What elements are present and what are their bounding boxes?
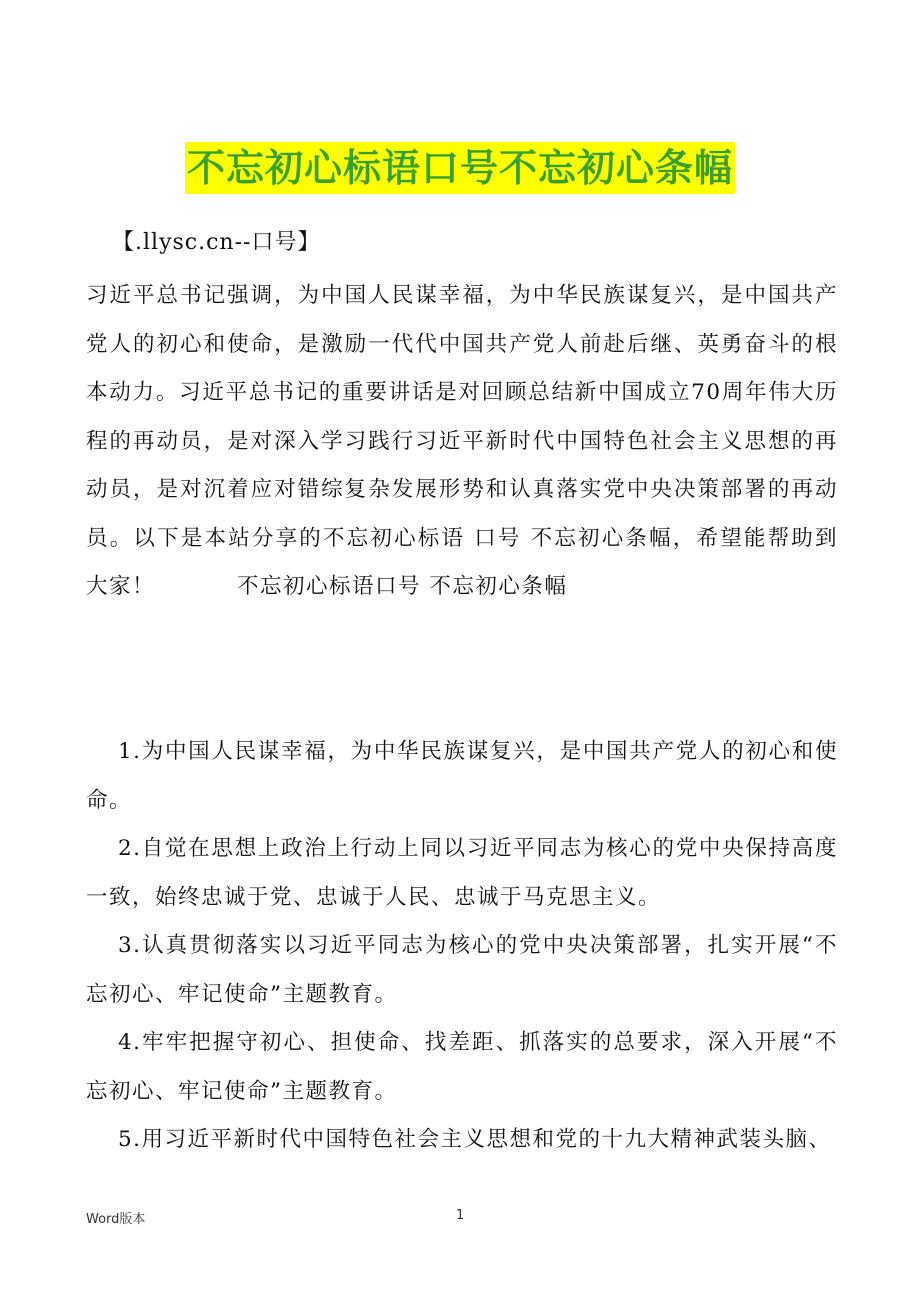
footer-label: Word版本 xyxy=(86,1212,146,1227)
list-item: 3.认真贯彻落实以习近平同志为核心的党中央决策部署，扎实开展“不忘初心、牢记使命”主题教育。 xyxy=(86,933,838,1007)
list-item: 2.自觉在思想上政治上行动上同以习近平同志为核心的党中央保持高度一致，始终忠诚于党、忠诚于人民、忠诚于马克思主义。 xyxy=(86,836,838,910)
list-item: 4.牢牢把握守初心、担使命、找差距、抓落实的总要求，深入开展“不忘初心、牢记使命”主题教育。 xyxy=(86,1030,838,1104)
intro-paragraph xyxy=(86,272,838,612)
page-number: 1 xyxy=(456,1208,465,1223)
intro-text: 习近平总书记强调，为中国人民谋幸福，为中华民族谋复兴，是中国共产党人的初心和使命，是激励一代代中国共产党人前赴后继、英勇奋斗的根本动力。习近平总书记的重要讲话是对回顾总结新中国成立70周年伟大历程的再动员，是对深入学习践行习近平新时代中国特色社会主义思想的再动员，是对沉着应对错综复杂发展形势和认真落实党中央决策部署的再动员。以下是本站分享的不忘初心标语 口号 不忘初心条幅，希望能帮助到大家！ xyxy=(86,283,838,599)
intro-subtitle: 不忘初心标语口号 不忘初心条幅 xyxy=(237,574,568,599)
title-container xyxy=(0,142,920,194)
list-item: 5.用习近平新时代中国特色社会主义思想和党的十九大精神武装头脑、 xyxy=(118,1127,832,1152)
document-title: 不忘初心标语口号不忘初心条幅 xyxy=(185,142,735,194)
source-link-text: 【.llysc.cn--口号】 xyxy=(112,230,321,255)
list-item: 1.为中国人民谋幸福，为中华民族谋复兴，是中国共产党人的初心和使命。 xyxy=(86,739,838,813)
slogan-list xyxy=(86,728,838,1165)
